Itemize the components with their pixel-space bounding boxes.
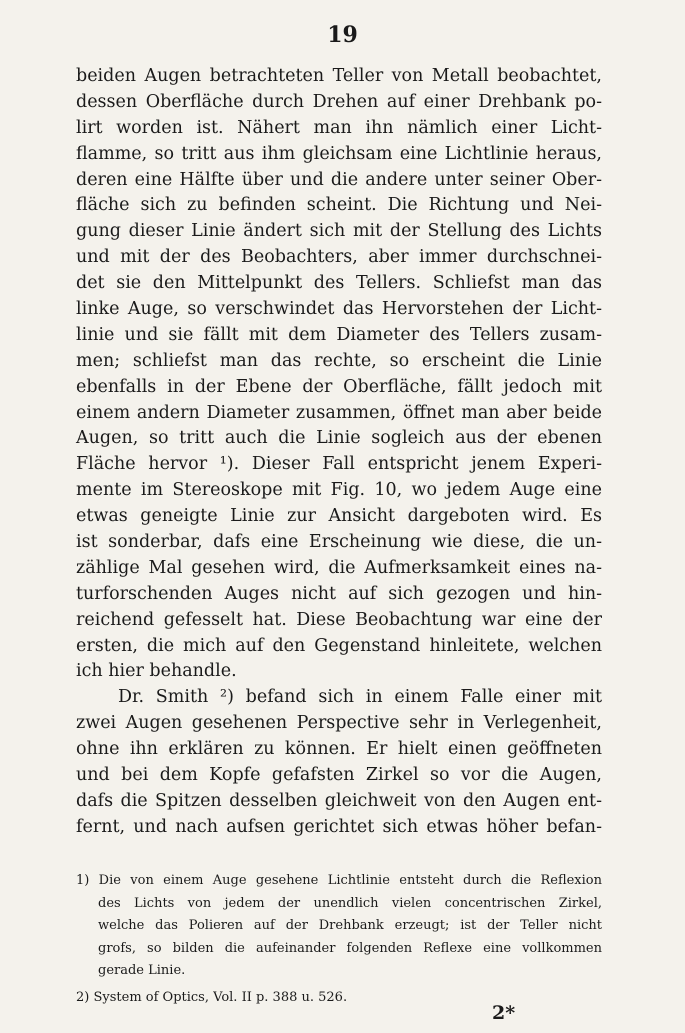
footnote-line: grofs, so bilden die aufeinander folgenden Reflexe eine vollkommen	[98, 940, 602, 956]
text-line: det sie den Mittelpunkt des Tellers. Schliefst man das	[76, 273, 602, 294]
footnote-line: welche das Polieren auf der Drehbank erzeugt; ist der Teller nicht	[98, 918, 602, 933]
text-line: etwas geneigte Linie zur Ansicht dargeboten wird. Es	[76, 506, 602, 527]
footnote-line: des Lichts von jedem der unendlich vielen concentrischen Zirkel,	[98, 895, 602, 911]
footnotes	[76, 870, 602, 1009]
text-line: einem andern Diameter zusammen, öffnet man aber beide	[76, 402, 602, 423]
text-line: turforschenden Auges nicht auf sich gezogen und hin-	[76, 583, 602, 604]
text-line: ersten, die mich auf den Gegenstand hinleitete, welchen	[76, 635, 602, 656]
text-line: Augen, so tritt auch die Linie sogleich aus der ebenen	[76, 428, 602, 449]
text-line: Fläche hervor ¹). Dieser Fall entspricht jenem Experi-	[76, 454, 602, 475]
text-line: ist sonderbar, dafs eine Erscheinung wie diese, die un-	[76, 532, 602, 553]
text-line: ebenfalls in der Ebene der Oberfläche, fällt jedoch mit	[76, 376, 602, 397]
paragraph-end-line: ich hier behandle.	[76, 661, 237, 682]
text-line: beiden Augen betrachteten Teller von Metall beobachtet,	[76, 66, 602, 86]
text-line: und mit der des Beobachters, aber immer durchschnei-	[76, 247, 602, 268]
signature-mark: 2*	[492, 1002, 516, 1024]
text-line: zwei Augen gesehenen Perspective sehr in Verlegenheit,	[76, 713, 602, 734]
text-line: lirt worden ist. Nähert man ihn nämlich einer Licht-	[76, 117, 602, 138]
footnote-1: 1) Die von einem Auge gesehene Lichtlinie entsteht durch die Reflexion	[76, 873, 602, 888]
body-text	[76, 64, 602, 841]
text-line: fläche sich zu befinden scheint. Die Richtung und Nei-	[76, 195, 602, 216]
text-line: deren eine Hälfte über und die andere unter seiner Ober-	[76, 169, 602, 190]
footnote-line: gerade Linie.	[98, 963, 186, 978]
text-line: flamme, so tritt aus ihm gleichsam eine Lichtlinie heraus,	[76, 143, 602, 164]
text-line: zählige Mal gesehen wird, die Aufmerksamkeit eines na-	[76, 557, 602, 578]
text-line: men; schliefst man das rechte, so erscheint die Linie	[76, 350, 602, 371]
page-number: 19	[327, 22, 358, 48]
text-line: mente im Stereoskope mit Fig. 10, wo jedem Auge eine	[76, 480, 602, 501]
text-line: linie und sie fällt mit dem Diameter des Tellers zusam-	[76, 324, 602, 345]
text-line: reichend gefesselt hat. Diese Beobachtung war eine der	[76, 609, 602, 630]
text-line: gung dieser Linie ändert sich mit der Stellung des Lichts	[76, 221, 602, 242]
paragraph-start-line: Dr. Smith ²) befand sich in einem Falle einer mit	[118, 687, 602, 708]
text-line: dafs die Spitzen desselben gleichweit von den Augen ent-	[76, 790, 602, 811]
text-line: und bei dem Kopfe gefafsten Zirkel so vor die Augen,	[76, 765, 602, 786]
text-line: dessen Oberfläche durch Drehen auf einer Drehbank po-	[76, 91, 602, 112]
text-line: fernt, und nach aufsen gerichtet sich etwas höher befan-	[76, 816, 602, 837]
footnote-2: 2) System of Optics, Vol. II p. 388 u. 526.	[76, 989, 348, 1005]
text-line: linke Auge, so verschwindet das Hervorstehen der Licht-	[76, 299, 602, 320]
text-line: ohne ihn erklären zu können. Er hielt einen geöffneten	[76, 739, 602, 760]
